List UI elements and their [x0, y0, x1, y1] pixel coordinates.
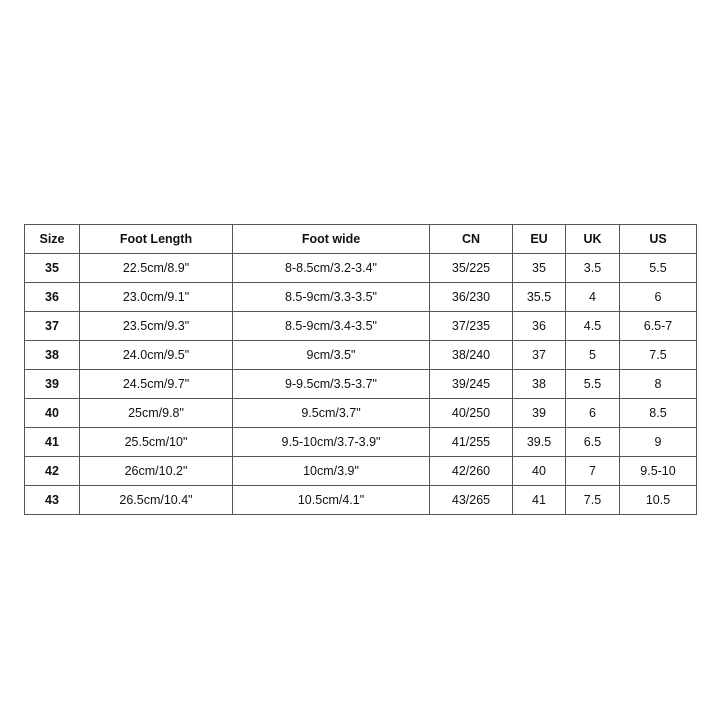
cell-eu: 39.5: [513, 428, 566, 457]
cell-eu: 38: [513, 370, 566, 399]
cell-uk: 5.5: [566, 370, 620, 399]
header-foot-wide: Foot wide: [233, 225, 430, 254]
cell-cn: 41/255: [430, 428, 513, 457]
cell-foot-length: 25.5cm/10": [80, 428, 233, 457]
cell-size: 37: [25, 312, 80, 341]
cell-foot-wide: 9.5-10cm/3.7-3.9": [233, 428, 430, 457]
cell-uk: 7: [566, 457, 620, 486]
cell-us: 8: [620, 370, 697, 399]
cell-us: 9.5-10: [620, 457, 697, 486]
cell-cn: 36/230: [430, 283, 513, 312]
cell-size: 43: [25, 486, 80, 515]
cell-us: 5.5: [620, 254, 697, 283]
cell-foot-length: 23.0cm/9.1": [80, 283, 233, 312]
cell-uk: 4.5: [566, 312, 620, 341]
cell-eu: 41: [513, 486, 566, 515]
cell-eu: 37: [513, 341, 566, 370]
cell-size: 40: [25, 399, 80, 428]
cell-uk: 6.5: [566, 428, 620, 457]
header-us: US: [620, 225, 697, 254]
cell-foot-length: 25cm/9.8": [80, 399, 233, 428]
cell-size: 35: [25, 254, 80, 283]
header-uk: UK: [566, 225, 620, 254]
cell-eu: 35.5: [513, 283, 566, 312]
cell-eu: 35: [513, 254, 566, 283]
header-eu: EU: [513, 225, 566, 254]
cell-us: 10.5: [620, 486, 697, 515]
cell-us: 6.5-7: [620, 312, 697, 341]
cell-eu: 36: [513, 312, 566, 341]
cell-size: 38: [25, 341, 80, 370]
cell-uk: 3.5: [566, 254, 620, 283]
cell-foot-length: 26cm/10.2": [80, 457, 233, 486]
cell-foot-length: 22.5cm/8.9": [80, 254, 233, 283]
cell-foot-wide: 8-8.5cm/3.2-3.4": [233, 254, 430, 283]
table-row: [25, 370, 697, 399]
cell-cn: 43/265: [430, 486, 513, 515]
cell-cn: 40/250: [430, 399, 513, 428]
cell-size: 42: [25, 457, 80, 486]
cell-foot-length: 23.5cm/9.3": [80, 312, 233, 341]
cell-us: 9: [620, 428, 697, 457]
cell-cn: 37/235: [430, 312, 513, 341]
cell-cn: 38/240: [430, 341, 513, 370]
table-header-row: [25, 225, 697, 254]
cell-foot-length: 24.0cm/9.5": [80, 341, 233, 370]
cell-foot-wide: 9-9.5cm/3.5-3.7": [233, 370, 430, 399]
cell-eu: 39: [513, 399, 566, 428]
size-chart-table: [24, 224, 697, 515]
cell-cn: 42/260: [430, 457, 513, 486]
table-row: [25, 486, 697, 515]
cell-foot-length: 26.5cm/10.4": [80, 486, 233, 515]
cell-cn: 35/225: [430, 254, 513, 283]
cell-us: 8.5: [620, 399, 697, 428]
cell-eu: 40: [513, 457, 566, 486]
cell-foot-wide: 9.5cm/3.7": [233, 399, 430, 428]
header-size: Size: [25, 225, 80, 254]
table-row: [25, 428, 697, 457]
table-row: [25, 254, 697, 283]
table-row: [25, 457, 697, 486]
cell-size: 36: [25, 283, 80, 312]
cell-us: 6: [620, 283, 697, 312]
cell-size: 41: [25, 428, 80, 457]
cell-foot-wide: 10cm/3.9": [233, 457, 430, 486]
cell-foot-wide: 8.5-9cm/3.4-3.5": [233, 312, 430, 341]
cell-cn: 39/245: [430, 370, 513, 399]
table-row: [25, 283, 697, 312]
cell-foot-wide: 10.5cm/4.1": [233, 486, 430, 515]
cell-uk: 7.5: [566, 486, 620, 515]
table-row: [25, 399, 697, 428]
cell-us: 7.5: [620, 341, 697, 370]
cell-uk: 4: [566, 283, 620, 312]
cell-foot-length: 24.5cm/9.7": [80, 370, 233, 399]
table-row: [25, 312, 697, 341]
cell-foot-wide: 8.5-9cm/3.3-3.5": [233, 283, 430, 312]
header-cn: CN: [430, 225, 513, 254]
cell-uk: 5: [566, 341, 620, 370]
table-row: [25, 341, 697, 370]
cell-uk: 6: [566, 399, 620, 428]
cell-foot-wide: 9cm/3.5": [233, 341, 430, 370]
cell-size: 39: [25, 370, 80, 399]
header-foot-length: Foot Length: [80, 225, 233, 254]
